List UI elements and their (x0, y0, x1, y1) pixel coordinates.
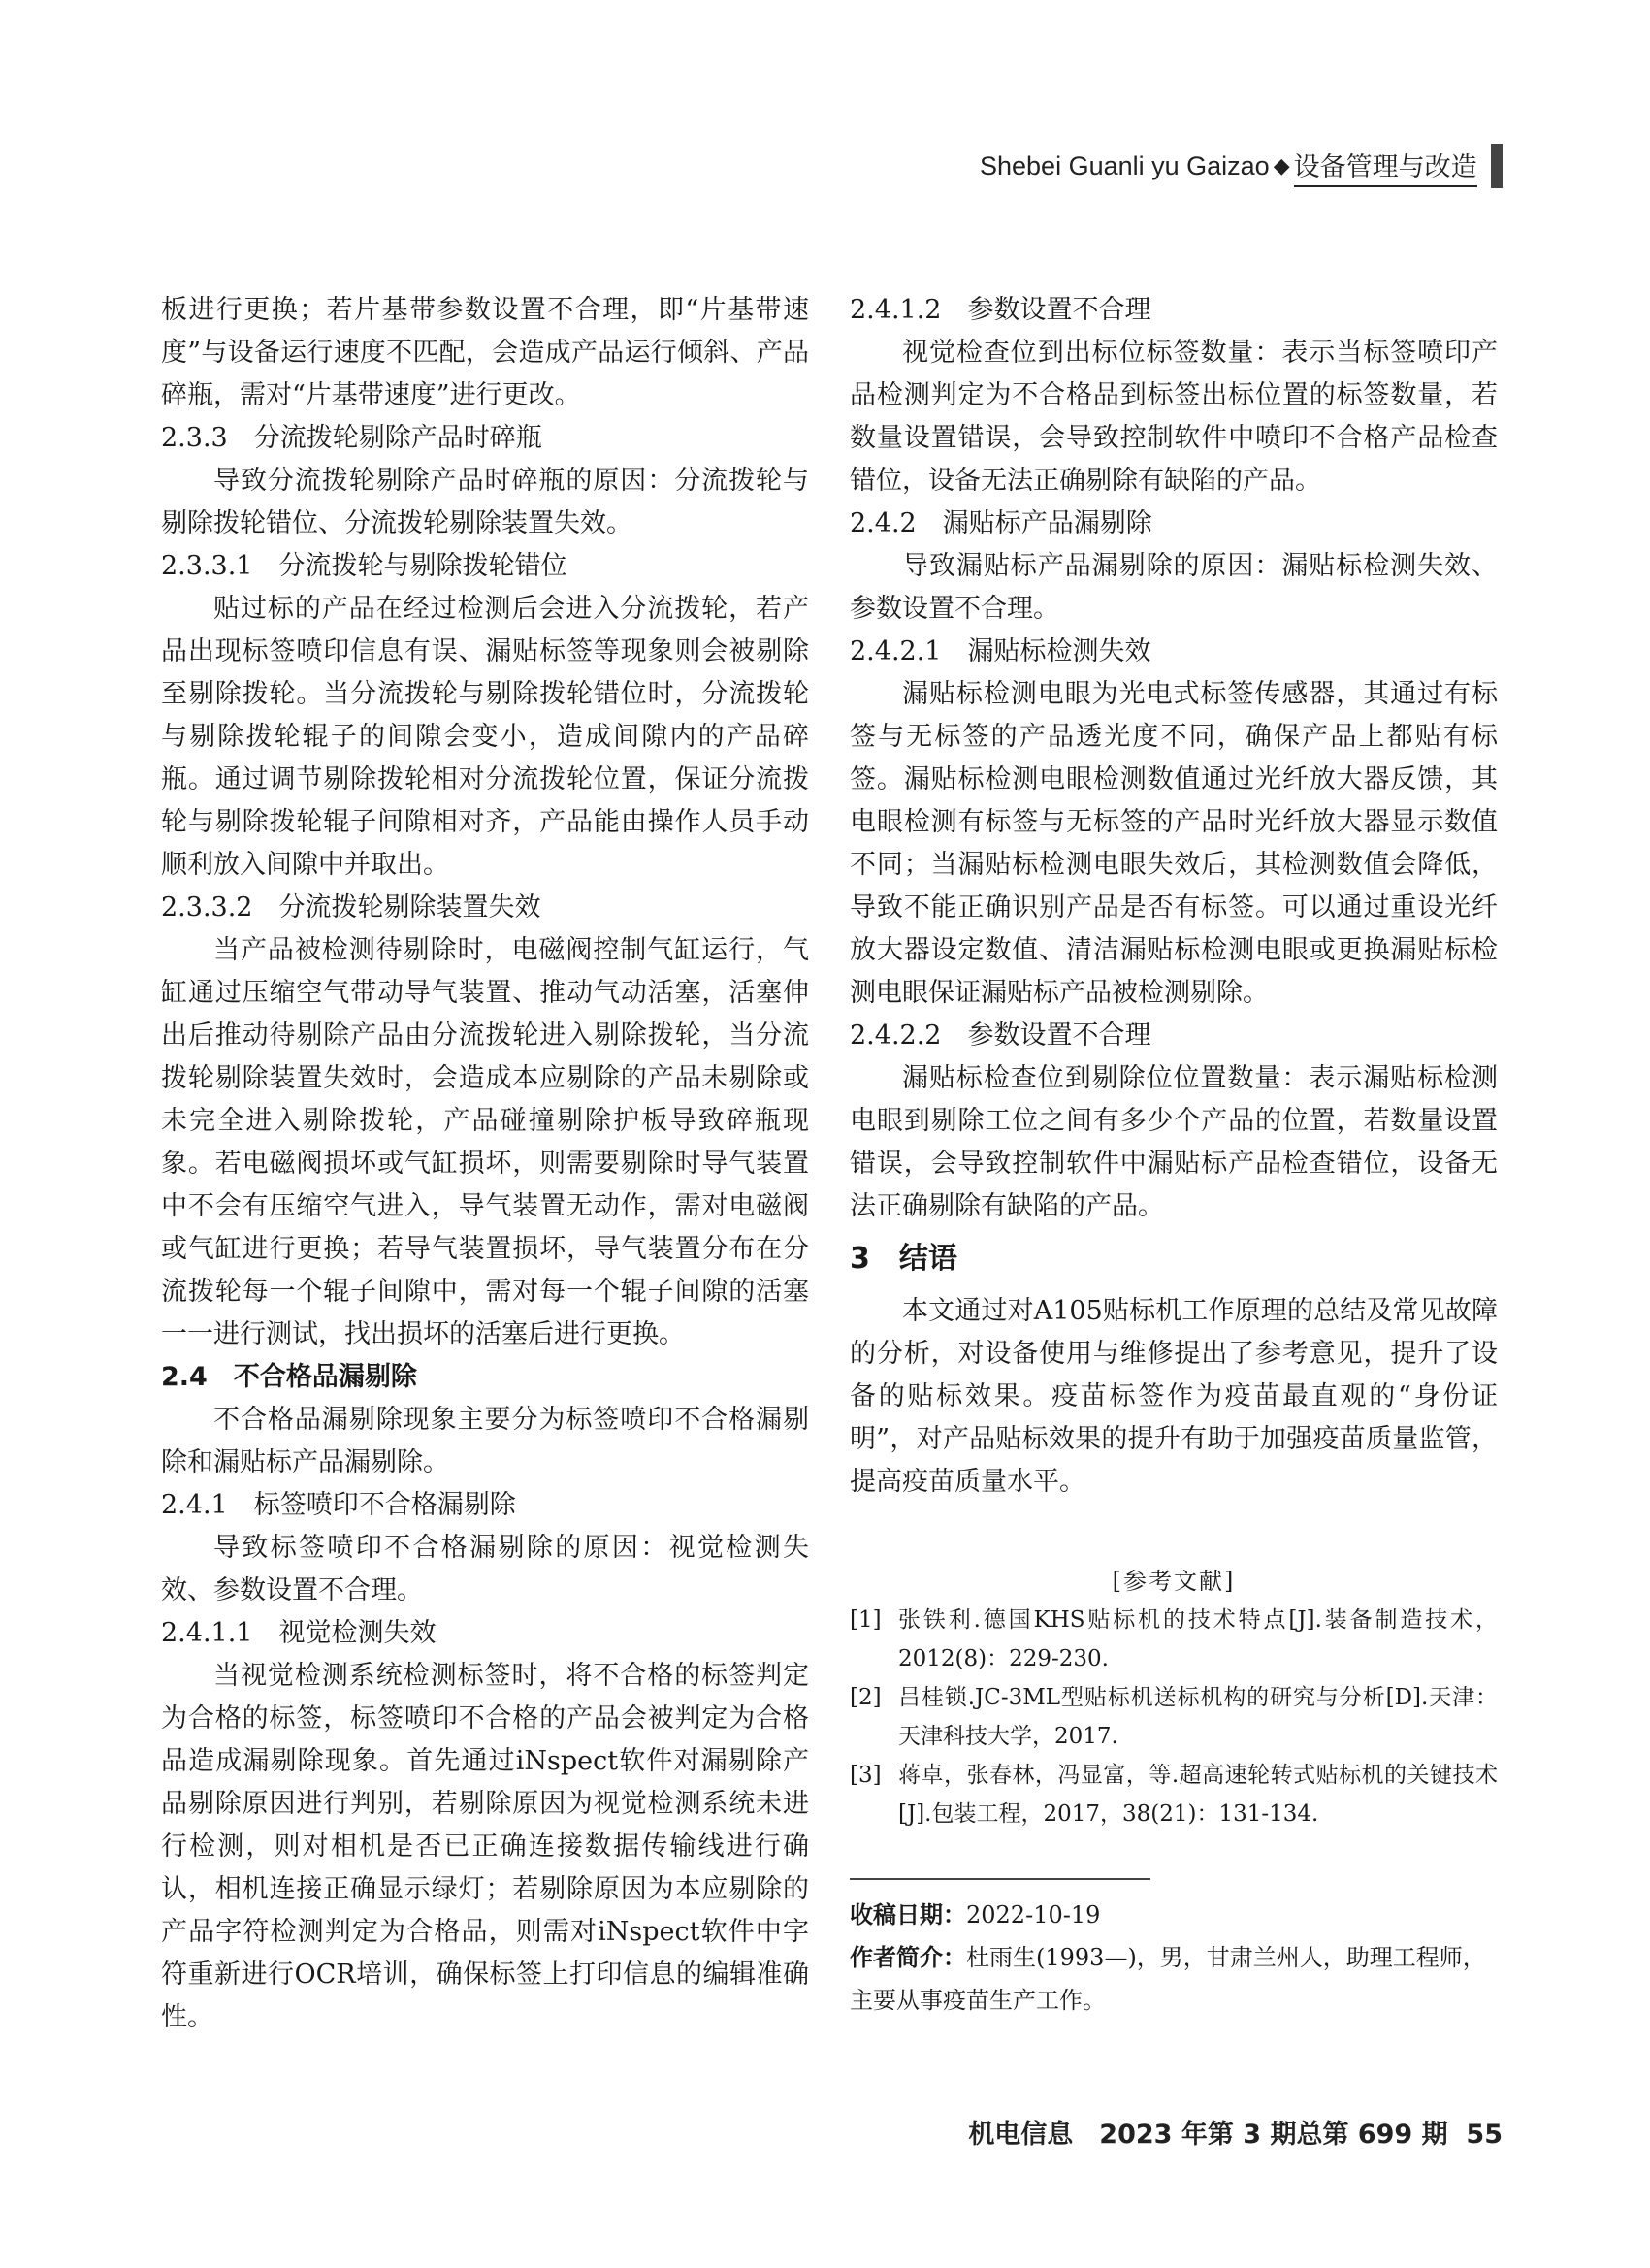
section-heading: 2.4.2.2 参数设置不合理 (850, 1021, 1151, 1051)
section-heading: 2.3.3.1 分流拨轮与剔除拨轮错位 (161, 551, 567, 581)
section-heading: 2.4.1 标签喷印不合格漏剔除 (161, 1490, 516, 1520)
received-value: 2022-10-19 (966, 1901, 1101, 1928)
paragraph: 导致分流拨轮剔除产品时碎瓶的原因：分流拨轮与剔除拨轮错位、分流拨轮剔除装置失效。 (161, 466, 809, 538)
section-heading: 2.4.1.1 视觉检测失效 (161, 1618, 437, 1648)
section-heading: 2.4.2 漏贴标产品漏剔除 (850, 508, 1152, 538)
paragraph: 视觉检查位到出标位标签数量：表示当标签喷印产品检测判定为不合格品到标签出标位置的标签数量，若数量设置错误，会导致控制软件中喷印不合格产品检查错位，设备无法正确剔除有缺陷的产品。 (850, 338, 1498, 496)
reference-number: [3] (850, 1763, 882, 1788)
paragraph: 本文通过对A105贴标机工作原理的总结及常见故障的分析，对设备使用与维修提出了参考意见，提升了设备的贴标效果。疫苗标签作为疫苗最直观的“身份证明”，对产品贴标效果的提升有助于加强疫苗质量监管，提高疫苗质量水平。 (850, 1296, 1498, 1497)
paragraph: 当产品被检测待剔除时，电磁阀控制气缸运行，气缸通过压缩空气带动导气装置、推动气动活塞，活塞伸出后推动待剔除产品由分流拨轮进入剔除拨轮，当分流拨轮剔除装置失效时，会造成本应剔除的产品未剔除或未完全进入剔除拨轮，产品碰撞剔除护板导致碎瓶现象。若电磁阀损坏或气缸损坏，则需要剔除时导气装置中不会有压缩空气进入，导气装置无动作，需对电磁阀或气缸进行更换；若导气装置损坏，导气装置分布在分流拨轮每一个辊子间隙中，需对每一个辊子间隙的活塞一一进行测试，找出损坏的活塞后进行更换。 (161, 935, 809, 1349)
section-heading: 2.3.3.2 分流拨轮剔除装置失效 (161, 892, 541, 923)
author-label: 作者简介： (850, 1944, 966, 1971)
left-column (161, 289, 809, 2039)
paragraph: 板进行更换；若片基带参数设置不合理，即“片基带速度”与设备运行速度不匹配，会造成产品运行倾斜、产品碎瓶，需对“片基带速度”进行更改。 (161, 295, 809, 410)
footer-journal: 机电信息 2023 年第 3 期总第 699 期 (968, 2120, 1448, 2150)
running-header (980, 144, 1503, 188)
reference-list (850, 1601, 1498, 1833)
right-body (850, 289, 1498, 1504)
header-bar-decoration (1491, 144, 1503, 188)
section-heading: 3 结语 (850, 1242, 957, 1276)
author-bio (850, 1936, 1498, 2022)
received-date (850, 1894, 1498, 1936)
journal-pinyin: Shebei Guanli yu Gaizao (980, 150, 1270, 180)
paragraph: 导致漏贴标产品漏剔除的原因：漏贴标检测失效、参数设置不合理。 (850, 551, 1498, 624)
reference-number: [1] (850, 1607, 882, 1633)
paragraph: 不合格品漏剔除现象主要分为标签喷印不合格漏剔除和漏贴标产品漏剔除。 (161, 1405, 809, 1477)
reference-item (850, 1601, 1498, 1678)
right-column (850, 289, 1498, 2022)
paragraph: 漏贴标检查位到剔除位位置数量：表示漏贴标检测电眼到剔除工位之间有多少个产品的位置，若数量设置错误，会导致控制软件中漏贴标产品检查错位，设备无法正确剔除有缺陷的产品。 (850, 1063, 1498, 1221)
section-heading: 2.4.1.2 参数设置不合理 (850, 295, 1151, 325)
author-value: 杜雨生(1993—)，男，甘肃兰州人，助理工程师，主要从事疫苗生产工作。 (850, 1944, 1486, 2014)
footnote-divider (850, 1878, 1150, 1880)
paragraph: 导致标签喷印不合格漏剔除的原因：视觉检测失效、参数设置不合理。 (161, 1533, 809, 1605)
reference-text: 蒋卓，张春林，冯显富，等.超高速轮转式贴标机的关键技术[J].包装工程，2017，38(21)：131-134. (898, 1763, 1498, 1827)
page-footer (968, 2113, 1503, 2151)
reference-item (850, 1756, 1498, 1833)
reference-text: 吕桂锁.JC-3ML型贴标机送标机构的研究与分析[D].天津：天津科技大学，2017. (898, 1685, 1498, 1749)
references-title: [参考文献] (1112, 1568, 1236, 1595)
section-heading: 2.4 不合格品漏剔除 (161, 1362, 417, 1392)
section-title: 设备管理与改造 (1294, 146, 1477, 187)
reference-item (850, 1678, 1498, 1756)
section-heading: 2.4.2.1 漏贴标检测失效 (850, 636, 1151, 666)
received-label: 收稿日期： (850, 1901, 966, 1928)
diamond-icon: ◆ (1273, 153, 1290, 178)
section-heading: 2.3.3 分流拨轮剔除产品时碎瓶 (161, 423, 542, 453)
reference-text: 张铁利.德国KHS贴标机的技术特点[J].装备制造技术，2012(8)：229-230. (898, 1607, 1498, 1671)
paragraph: 当视觉检测系统检测标签时，将不合格的标签判定为合格的标签，标签喷印不合格的产品会被判定为合格品造成漏剔除现象。首先通过iNspect软件对漏剔除产品剔除原因进行判别，若剔除原因为视觉检测系统未进行检测，则对相机是否已正确连接数据传输线进行确认，相机连接正确显示绿灯；若剔除原因为本应剔除的产品字符检测判定为合格品，则需对iNspect软件中字符重新进行OCR培训，确保标签上打印信息的编辑准确性。 (161, 1661, 809, 2032)
reference-number: [2] (850, 1685, 882, 1710)
page-number: 55 (1466, 2120, 1503, 2150)
paragraph: 漏贴标检测电眼为光电式标签传感器，其通过有标签与无标签的产品透光度不同，确保产品上都贴有标签。漏贴标检测电眼检测数值通过光纤放大器反馈，其电眼检测有标签与无标签的产品时光纤放大器显示数值不同；当漏贴标检测电眼失效后，其检测数值会降低，导致不能正确识别产品是否有标签。可以通过重设光纤放大器设定数值、清洁漏贴标检测电眼或更换漏贴标检测电眼保证漏贴标产品被检测剔除。 (850, 679, 1498, 1008)
paragraph: 贴过标的产品在经过检测后会进入分流拨轮，若产品出现标签喷印信息有误、漏贴标签等现象则会被剔除至剔除拨轮。当分流拨轮与剔除拨轮错位时，分流拨轮与剔除拨轮辊子的间隙会变小，造成间隙内的产品碎瓶。通过调节剔除拨轮相对分流拨轮位置，保证分流拨轮与剔除拨轮辊子间隙相对齐，产品能由操作人员手动顺利放入间隙中并取出。 (161, 594, 809, 880)
